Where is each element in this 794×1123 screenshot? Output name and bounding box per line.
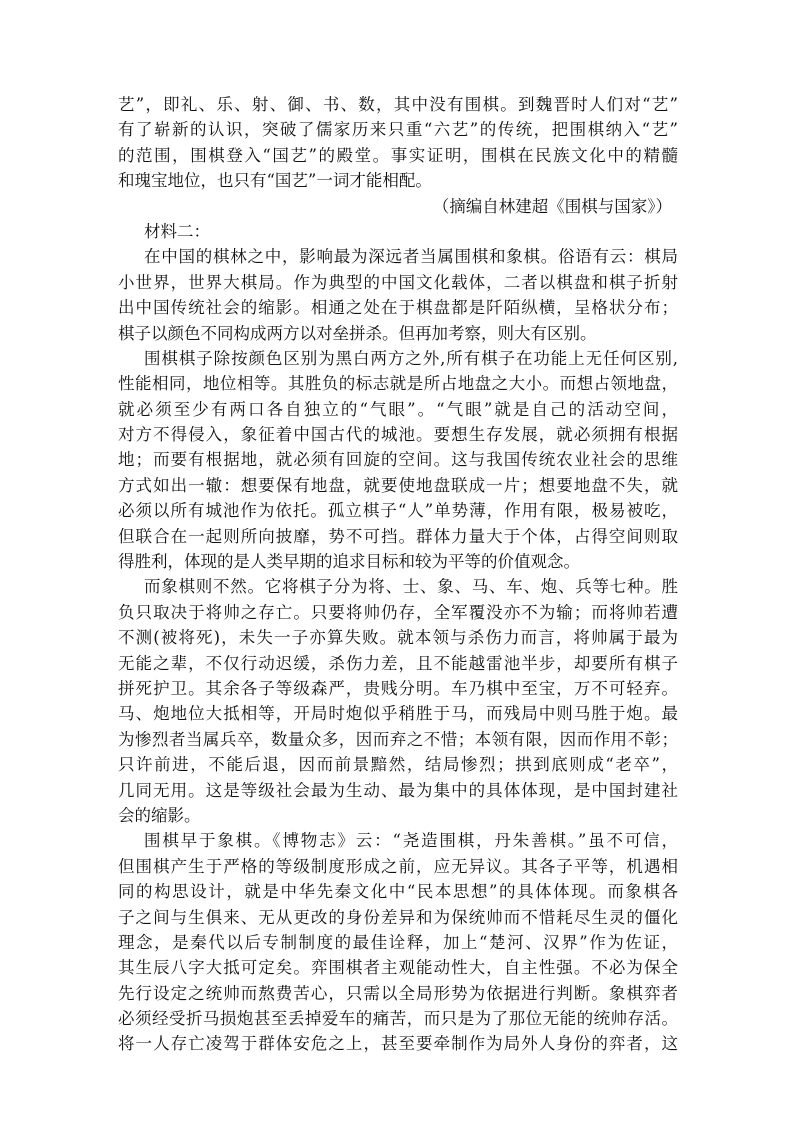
text-line: 地；而要有根据地，就必须有回旋的空间。这与我国传统农业社会的思维 — [118, 450, 678, 470]
text-line: 必须以所有城池作为依托。孤立棋子“人”单势薄，作用有限，极易被吃， — [118, 501, 678, 521]
text-line: 而象棋则不然。它将棋子分为将、士、象、马、车、炮、兵等七种。胜 — [144, 577, 678, 597]
text-line: 但联合在一起则所向披靡，势不可挡。群体力量大于个体，占得空间则取 — [118, 526, 678, 546]
text-line: 只许前进，不能后退，因而前景黯然，结局惨烈；拱到底则成“老卒”， — [118, 755, 678, 775]
text-line: 在中国的棋林之中，影响最为深远者当属围棋和象棋。俗语有云：棋局 — [144, 247, 678, 267]
source-citation: （摘编自林建超《围棋与国家》） — [432, 196, 672, 216]
text-line: 子之间与生俱来、无从更改的身份差异和为保统帅而不惜耗尽生灵的僵化 — [118, 907, 678, 927]
text-line: 小世界，世界大棋局。作为典型的中国文化载体，二者以棋盘和棋子折射 — [118, 272, 678, 292]
text-line: 对方不得侵入，象征着中国古代的城池。要想生存发展，就必须拥有根据 — [118, 425, 678, 445]
text-line: 其生辰八字大抵可定矣。弈围棋者主观能动性大，自主性强。不必为保全 — [118, 958, 678, 978]
text-line: 为惨烈者当属兵卒，数量众多，因而弃之不惜；本领有限，因而作用不彰； — [118, 729, 678, 749]
paragraph — [118, 574, 678, 828]
text-line: 有了崭新的认识，突破了儒家历来只重“六艺”的传统，把围棋纳入“艺” — [118, 120, 678, 140]
text-line: 围棋早于象棋。《博物志》云：“尧造围棋，丹朱善棋。”虽不可信， — [144, 831, 678, 851]
paragraph — [118, 828, 678, 1057]
text-line: 但围棋产生于严格的等级制度形成之前，应无异议。其各子平等，机遇相 — [118, 856, 678, 876]
document-page — [118, 92, 678, 1057]
text-line: 就必须至少有两口各自独立的“气眼”。“气眼”就是自己的活动空间， — [118, 399, 678, 419]
text-line: 和瑰宝地位，也只有“国艺”一词才能相配。 — [118, 171, 432, 191]
text-line: 同的构思设计，就是中华先秦文化中“民本思想”的具体体现。而象棋各 — [118, 882, 678, 902]
text-line: 会的缩影。 — [118, 805, 201, 825]
text-line: 必须经受折马损炮甚至丢掉爱车的痛苦，而只是为了那位无能的统帅存活。 — [118, 1009, 678, 1029]
text-line: 棋子以颜色不同构成两方以对垒拼杀。但再加考察，则大有区别。 — [118, 323, 597, 343]
intro-paragraph — [118, 92, 678, 194]
text-line: 不测(被将死)，未失一子亦算失败。就本领与杀伤力而言，将帅属于最为 — [118, 628, 678, 648]
text-line: 围棋棋子除按颜色区别为黑白两方之外,所有棋子在功能上无任何区别, — [144, 348, 678, 368]
text-line: 艺”，即礼、乐、射、御、书、数，其中没有围棋。到魏晋时人们对“艺” — [118, 95, 678, 114]
paragraph — [118, 244, 678, 346]
text-line: 拼死护卫。其余各子等级森严，贵贱分明。车乃棋中至宝，万不可轻弃。 — [118, 678, 678, 698]
text-line: 先行设定之统帅而熬费苦心，只需以全局形势为依据进行判断。象棋弈者 — [118, 983, 678, 1003]
text-line: 负只取决于将帅之存亡。只要将帅仍存，全军覆没亦不为输；而将帅若遭 — [118, 602, 678, 622]
text-line: 几同无用。这是等级社会最为生动、最为集中的具体体现，是中国封建社 — [118, 780, 678, 800]
text-line: 理念，是秦代以后专制制度的最佳诠释，加上“楚河、汉界”作为佐证， — [118, 932, 678, 952]
paragraph — [118, 346, 678, 575]
section-heading: 材料二： — [144, 221, 210, 241]
text-line: 得胜利，体现的是人类早期的追求目标和较为平等的价值观念。 — [118, 552, 580, 572]
text-line: 方式如出一辙：想要保有地盘，就要使地盘联成一片；想要地盘不失，就 — [118, 475, 678, 495]
text-line: 无能之辈，不仅行动迟缓，杀伤力差，且不能越雷池半步，却要所有棋子 — [118, 653, 678, 673]
text-line: 将一人存亡凌驾于群体安危之上，甚至要牵制作为局外人身份的弈者，这 — [118, 1034, 678, 1054]
text-line: 的范围，围棋登入“国艺”的殿堂。事实证明，围棋在民族文化中的精髓 — [118, 145, 678, 165]
text-line: 性能相同，地位相等。其胜负的标志就是所占地盘之大小。而想占领地盘， — [118, 374, 678, 394]
text-line: 马、炮地位大抵相等，开局时炮似乎稍胜于马，而残局中则马胜于炮。最 — [118, 704, 678, 724]
text-line: 出中国传统社会的缩影。相通之处在于棋盘都是阡陌纵横，呈格状分布； — [118, 298, 678, 318]
